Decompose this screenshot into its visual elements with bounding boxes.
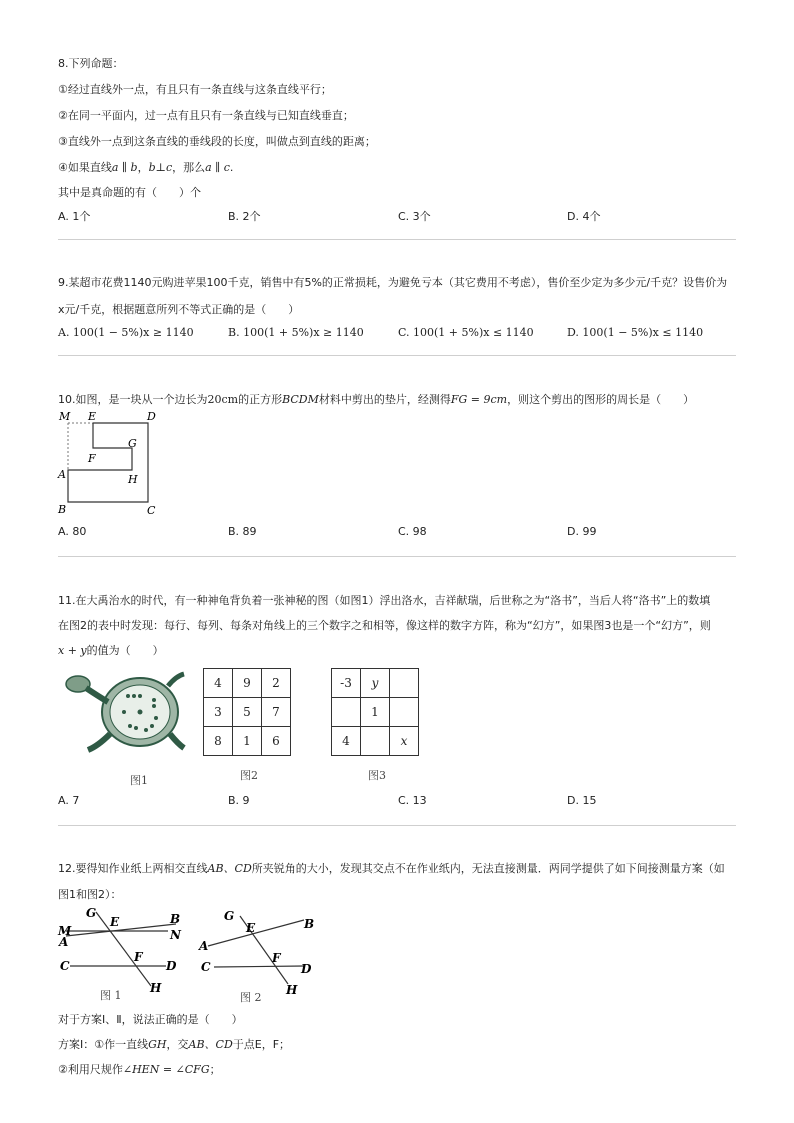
label-H: H [128,473,138,486]
gasket-outline [68,423,148,502]
q12-fig1-caption: 图 1 [100,989,122,1002]
grid-cell: 1 [233,727,262,756]
label-D: D [301,962,312,976]
label-F: F [134,950,143,964]
q8-option-b[interactable]: B. 2个 [228,210,261,223]
grid-cell: 4 [204,669,233,698]
q8-option-d[interactable]: D. 4个 [567,210,601,223]
q12-question: 对于方案Ⅰ、Ⅱ，说法正确的是（ ） [58,1013,243,1026]
label-B: B [304,917,315,931]
q11-stem-line3: x + y的值为（ ） [58,644,164,657]
q8-option-c[interactable]: C. 3个 [398,210,431,223]
q10-option-c[interactable]: C. 98 [398,525,427,538]
q9-option-d[interactable]: D. 100(1 − 5%)x ≤ 1140 [567,326,704,339]
label-M: M [58,924,72,938]
q11-fig2-caption: 图2 [240,769,258,782]
q8-option-a[interactable]: A. 1个 [58,210,91,223]
magic-square-fig3 [331,668,419,756]
q11-fig1-caption: 图1 [130,774,148,787]
q9-option-c[interactable]: C. 100(1 + 5%)x ≤ 1140 [398,326,534,339]
label-C: C [60,959,70,973]
label-H: H [150,981,162,995]
q11-option-b[interactable]: B. 9 [228,794,250,807]
q8-statement-1: ①经过直线外一点，有且只有一条直线与这条直线平行； [58,83,332,96]
label-C: C [201,960,211,974]
q11-stem-line2: 在图2的表中时发现：每行、每列、每条对角线上的三个数字之和相等，像这样的数字方阵，称为“幻方”，如果图3也是一个“幻方”，则 [58,619,711,632]
q10-option-d[interactable]: D. 99 [567,525,597,538]
q9-option-b[interactable]: B. 100(1 + 5%)x ≥ 1140 [228,326,364,339]
q11-option-d[interactable]: D. 15 [567,794,597,807]
q12-fig2-caption: 图 2 [240,991,262,1004]
grid-cell: 5 [233,698,262,727]
label-B: B [170,912,181,926]
q8-statement-3: ③直线外一点到这条直线的垂线段的长度，叫做点到直线的距离； [58,135,376,148]
label-G: G [224,909,235,923]
q12-plan-1-step-2: ②利用尺规作∠HEN = ∠CFG； [58,1063,221,1076]
grid-cell: 8 [204,727,233,756]
grid-cell [361,727,390,756]
label-C: C [147,504,156,517]
grid-cell: x [390,727,419,756]
label-E: E [246,921,256,935]
divider [58,556,736,557]
label-M: M [59,410,71,423]
q12-stem-line2: 图1和图2）： [58,888,122,901]
label-E: E [110,915,120,929]
label-G: G [86,906,97,920]
divider [58,825,736,826]
grid-cell: y [361,669,390,698]
grid-cell: -3 [332,669,361,698]
label-D: D [166,959,177,973]
q12-stem-line1: 12.要得知作业纸上两相交直线AB、CD所夹锐角的大小，发现其交点不在作业纸内，无法直接测量．两同学提供了如下间接测量方案（如 [58,862,725,875]
magic-square-fig2 [203,668,291,756]
label-G: G [128,437,137,450]
grid-cell: 4 [332,727,361,756]
table-row [204,669,291,698]
divider [58,355,736,356]
grid-cell: 2 [262,669,291,698]
q9-option-a[interactable]: A. 100(1 − 5%)x ≥ 1140 [58,326,194,339]
label-B: B [58,503,67,516]
q8-statement-4: ④如果直线a ∥ b，b⊥c，那么a ∥ c. [58,161,234,174]
grid-cell: 1 [361,698,390,727]
grid-cell: 6 [262,727,291,756]
grid-cell [390,669,419,698]
q11-stem-line1: 11.在大禹治水的时代，有一种神龟背负着一张神秘的图（如图1）浮出洛水，吉祥献瑞，后世称之为“洛书”，当后人将“洛书”上的数填 [58,594,711,607]
label-F: F [88,452,96,465]
q10-option-b[interactable]: B. 89 [228,525,257,538]
table-row [332,669,419,698]
q10-option-a[interactable]: A. 80 [58,525,87,538]
q10-figure [56,408,166,518]
label-A: A [58,468,66,481]
grid-cell: 3 [204,698,233,727]
label-A: A [199,939,209,953]
table-row [204,698,291,727]
label-E: E [88,410,97,423]
label-A: A [59,935,69,949]
q8-stem: 8.下列命题： [58,57,124,70]
table-row [332,727,419,756]
grid-cell: 9 [233,669,262,698]
label-D: D [147,410,156,423]
divider [58,239,736,240]
q9-stem-line2: x元/千克，根据题意所列不等式正确的是（ ） [58,303,300,316]
q10-stem: 10.如图，是一块从一个边长为20cm的正方形BCDM材料中剪出的垫片，经测得FG = 9cm，则这个剪出的图形的周长是（ ） [58,393,695,406]
label-H: H [286,983,298,997]
q9-stem-line1: 9.某超市花费1140元购进苹果100千克，销售中有5%的正常损耗，为避免亏本（其它费用不考虑），售价至少定为多少元/千克？设售价为 [58,276,728,289]
label-N: N [170,928,181,942]
grid-cell [332,698,361,727]
q11-option-c[interactable]: C. 13 [398,794,427,807]
q11-fig3-caption: 图3 [368,769,386,782]
luoshu-turtle-image [58,666,188,756]
label-F: F [272,951,281,965]
grid-cell: 7 [262,698,291,727]
q8-question: 其中是真命题的有（ ）个 [58,186,201,199]
q12-plan-1-step-1: 方案Ⅰ：①作一直线GH，交AB、CD于点E，F； [58,1038,291,1051]
q8-statement-2: ②在同一平面内，过一点有且只有一条直线与已知直线垂直； [58,109,354,122]
q11-option-a[interactable]: A. 7 [58,794,80,807]
table-row [204,727,291,756]
table-row [332,698,419,727]
grid-cell [390,698,419,727]
